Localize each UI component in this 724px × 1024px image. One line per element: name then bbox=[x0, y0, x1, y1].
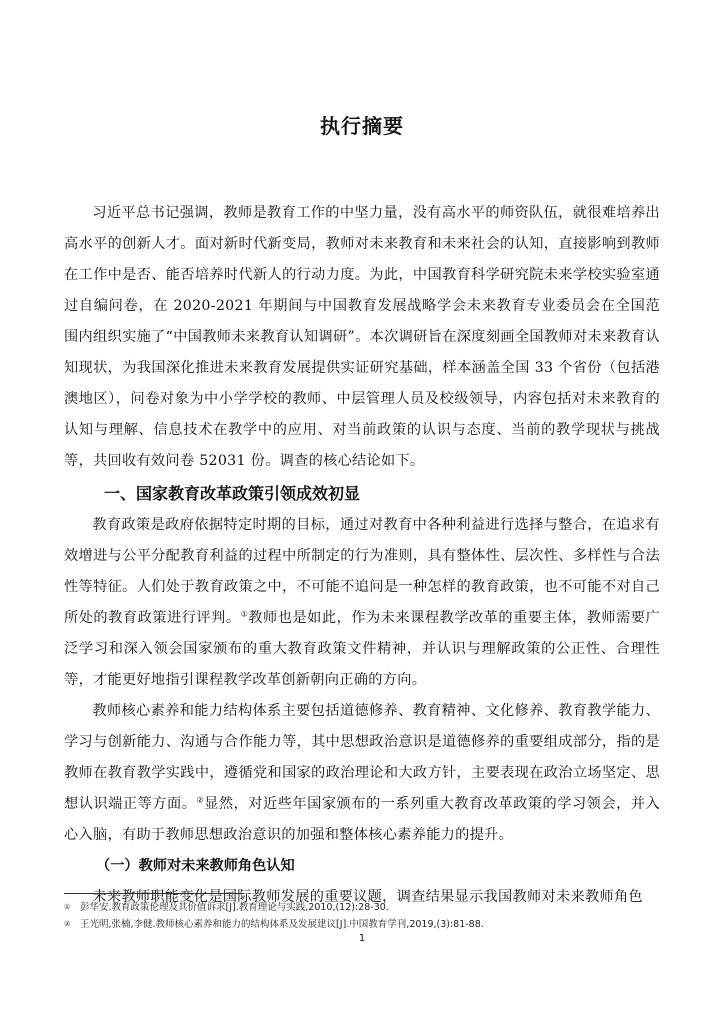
footnote-divider bbox=[64, 893, 244, 894]
paragraph-teacher-role: 未来教师职能变化是国际教师发展的重要议题，调查结果显示我国教师对未来教师角色 bbox=[92, 889, 643, 905]
page-number: 1 bbox=[358, 933, 366, 944]
footnote-text: 彭华安.教育政策伦理及其价值诉求[J].教育理论与实践,2010,(12):28-30. bbox=[80, 902, 389, 913]
footnotes bbox=[64, 899, 664, 933]
subsection-heading: （一）教师对未来教师角色认知 bbox=[96, 858, 295, 874]
footnote-reference[interactable]: ② bbox=[196, 795, 205, 805]
footnote-mark: ② bbox=[64, 920, 71, 928]
page-title: 执行摘要 bbox=[320, 114, 404, 138]
paragraph-text: 教师核心素养和能力结构体系主要包括道德修养、教育精神、文化修养、教育教学能力、学习与创新能力、沟通与合作能力等，其中思想政治意识是道德修养的重要组成部分，指的是教师在教育教学实践中，遵循党和国家的政治理论和大政方针，主要表现在政治立场坚定、思想认识端正等方面。 bbox=[64, 703, 660, 812]
paragraph-text: 教育政策是政府依据特定时期的目标，通过对教育中各种利益进行选择与整合，在追求有效增进与公平分配教育利益的过程中所制定的行为准则，具有整体性、层次性、多样性与合法性等特征。人们处于教育政策之中，不可能不追问是一种怎样的教育政策，也不可能不对自己所处的教育政策进行评判。 bbox=[64, 517, 660, 626]
footnote-item bbox=[64, 899, 664, 916]
footnote-item bbox=[64, 916, 664, 933]
footnote-reference[interactable]: ① bbox=[240, 609, 249, 619]
footnote-text: 王光明,张楠,李健.教师核心素养和能力的结构体系及发展建议[J].中国教育学刊,2019,(3):81-88. bbox=[80, 919, 484, 930]
paragraph-intro: 习近平总书记强调，教师是教育工作的中坚力量，没有高水平的师资队伍，就很难培养出高水平的创新人才。面对新时代新变局，教师对未来教育和未来社会的认知，直接影响到教师在工作中是否、能否培养时代新人的行动力度。为此，中国教育科学研究院未来学校实验室通过自编问卷，在 2020-2021 年期间与中国教育发展战略学会未来教育专业委员会在全国范围内组织实施了“中国教师未来教育认知调研”。本次调研旨在深度刻画全国教师对未来教育认知现状，为我国深化推进未来教育发展提供实证研究基础，样本涵盖全国 33 个省份（包括港澳地区），问卷对象为中小学学校的教师、中层管理人员及校级领导，内容包括对未来教育的认知与理解、信息技术在教学中的应用、对当前政策的认识与态度、当前的教学现状与挑战等，共回收有效问卷 52031 份。调查的核心结论如下。 bbox=[64, 205, 660, 469]
document-body bbox=[64, 198, 660, 913]
paragraph-text: 显然，对近些年国家颁布的一系列重大教育改革政策的学习领会，并入心入脑，有助于教师思想政治意识的加强和整体核心素养能力的提升。 bbox=[64, 796, 660, 843]
footnote-mark: ① bbox=[64, 903, 71, 911]
paragraph-text: 教师也是如此，作为未来课程教学改革的重要主体，教师需要广泛学习和深入领会国家颁布的重大教育政策文件精神，并认识与理解政策的公正性、合理性等，才能更好地指引课程教学改革创新朝向正确的方向。 bbox=[64, 610, 660, 688]
paragraph-policy bbox=[64, 510, 660, 696]
section-heading: 一、国家教育改革政策引领成效初显 bbox=[104, 484, 361, 503]
paragraph-core-literacy bbox=[64, 696, 660, 851]
